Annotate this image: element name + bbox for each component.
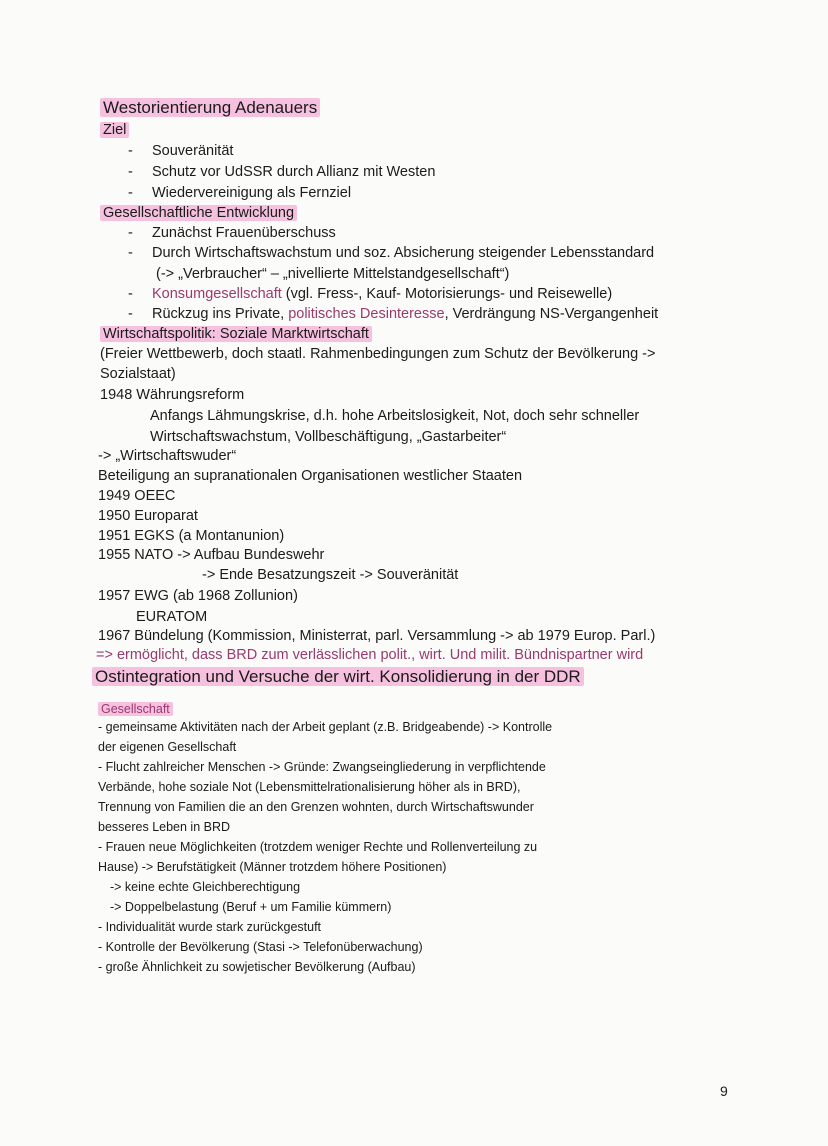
text-line: Trennung von Familien die an den Grenzen wohnten, durch Wirtschaftswunder xyxy=(98,800,534,814)
text-line: Anfangs Lähmungskrise, d.h. hohe Arbeitslosigkeit, Not, doch sehr schneller xyxy=(150,408,640,424)
list-item: - xyxy=(128,164,133,180)
text-line: Beteiligung an supranationalen Organisationen westlicher Staaten xyxy=(98,468,523,484)
list-item: - xyxy=(128,143,133,159)
text-line: 1951 EGKS (a Montanunion) xyxy=(98,528,285,544)
text-line: besseres Leben in BRD xyxy=(98,820,231,834)
text-line: -> Doppelbelastung (Beruf + um Familie kümmern) xyxy=(110,900,392,914)
pink-term: Konsumgesellschaft xyxy=(152,286,282,302)
text-line: - Flucht zahlreicher Menschen -> Gründe: Zwangseingliederung in verpflichtende xyxy=(98,760,546,774)
conclusion-line: => ermöglicht, dass BRD zum verlässlichen polit., wirt. Und milit. Bündnispartner wird xyxy=(96,647,644,663)
text-line: 1948 Währungsreform xyxy=(100,387,245,403)
text-line: - Kontrolle der Bevölkerung (Stasi -> Telefonüberwachung) xyxy=(98,940,423,954)
list-item-text: , Verdrängung NS-Vergangenheit xyxy=(444,306,659,322)
gesellschaft-heading xyxy=(100,204,297,223)
text-line: 1957 EWG (ab 1968 Zollunion) xyxy=(98,588,298,604)
wirtschaft-heading xyxy=(100,325,372,344)
text-line: 1967 Bündelung (Kommission, Ministerrat, parl. Versammlung -> ab 1979 Europ. Parl.) xyxy=(98,628,656,644)
section-title-west-text: Westorientierung Adenauers xyxy=(100,98,320,117)
wirtschaft-heading-text: Wirtschaftspolitik: Soziale Marktwirtschaft xyxy=(100,326,372,342)
gesellschaft-heading-text: Gesellschaftliche Entwicklung xyxy=(100,205,297,221)
list-item: Wiedervereinigung als Fernziel xyxy=(152,185,352,201)
list-item-continuation: (-> „Verbraucher“ – „nivellierte Mittelstandgesellschaft“) xyxy=(156,266,510,282)
section-title-ost xyxy=(92,667,584,686)
text-line: 1950 Europarat xyxy=(98,508,198,524)
text-line: -> „Wirtschaftswuder“ xyxy=(98,448,237,464)
list-item: Durch Wirtschaftswachstum und soz. Absicherung steigender Lebensstandard xyxy=(152,245,655,261)
text-line: -> keine echte Gleichberechtigung xyxy=(110,880,301,894)
list-item-text: Rückzug ins Private, xyxy=(152,306,289,322)
list-item xyxy=(152,285,612,304)
section-title-ost-text: Ostintegration und Versuche der wirt. Konsolidierung in der DDR xyxy=(92,667,584,686)
text-line: - große Ähnlichkeit zu sowjetischer Bevölkerung (Aufbau) xyxy=(98,960,416,974)
list-item xyxy=(152,305,658,324)
text-line: (Freier Wettbewerb, doch staatl. Rahmenbedingungen zum Schutz der Bevölkerung -> xyxy=(100,346,656,362)
text-line: Hause) -> Berufstätigkeit (Männer trotzdem höhere Positionen) xyxy=(98,860,447,874)
list-item: Zunächst Frauenüberschuss xyxy=(152,225,336,241)
list-item: - xyxy=(128,245,133,261)
text-line: 1955 NATO -> Aufbau Bundeswehr xyxy=(98,547,325,563)
list-item: - xyxy=(128,225,133,241)
text-line: - gemeinsame Aktivitäten nach der Arbeit geplant (z.B. Bridgeabende) -> Kontrolle xyxy=(98,720,553,734)
text-line: 1949 OEEC xyxy=(98,488,176,504)
pink-term: politisches Desinteresse xyxy=(288,306,445,322)
text-line: Wirtschaftswachstum, Vollbeschäftigung, „Gastarbeiter“ xyxy=(150,429,507,445)
text-line: - Individualität wurde stark zurückgestuft xyxy=(98,920,322,934)
page-number: 9 xyxy=(720,1083,728,1099)
text-line: -> Ende Besatzungszeit -> Souveränität xyxy=(202,567,459,583)
ziel-heading xyxy=(100,121,129,140)
gesellschaft-subheading-text: Gesellschaft xyxy=(98,702,173,716)
list-item: Souveränität xyxy=(152,143,234,159)
gesellschaft-subheading xyxy=(98,700,173,719)
text-line: Sozialstaat) xyxy=(100,366,176,382)
list-item: Schutz vor UdSSR durch Allianz mit Westen xyxy=(152,164,436,180)
list-item: - xyxy=(128,286,133,302)
list-item: - xyxy=(128,306,133,322)
ziel-heading-text: Ziel xyxy=(100,122,129,138)
text-line: EURATOM xyxy=(136,609,208,625)
list-item: - xyxy=(128,185,133,201)
text-line: - Frauen neue Möglichkeiten (trotzdem weniger Rechte und Rollenverteilung zu xyxy=(98,840,538,854)
text-line: Verbände, hohe soziale Not (Lebensmittelrationalisierung höher als in BRD), xyxy=(98,780,521,794)
list-item-text: (vgl. Fress-, Kauf- Motorisierungs- und Reisewelle) xyxy=(281,286,613,302)
section-title-west xyxy=(100,98,320,117)
text-line: der eigenen Gesellschaft xyxy=(98,740,237,754)
